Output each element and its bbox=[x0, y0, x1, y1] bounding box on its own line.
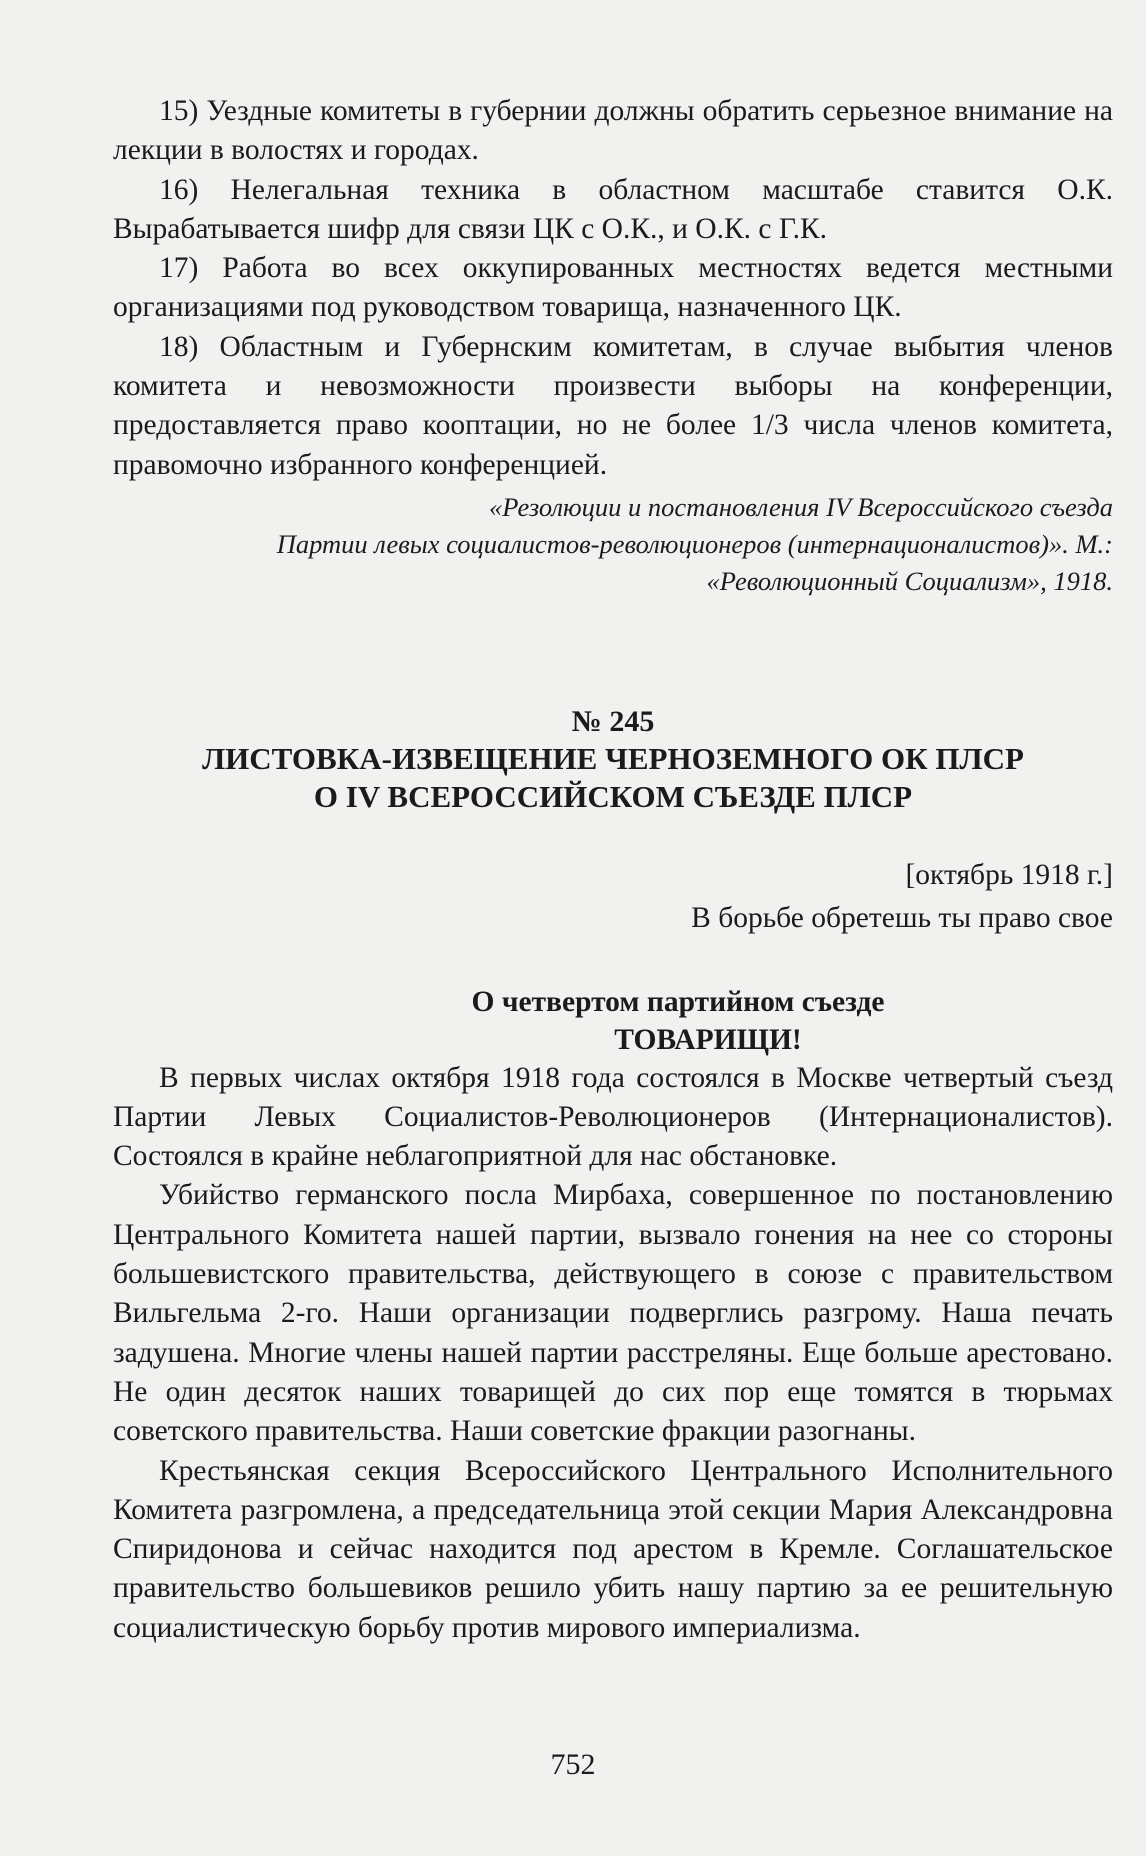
motto: В борьбе обретешь ты право свое bbox=[691, 902, 1113, 935]
citation-line-1: «Резолюции и постановления IV Всероссийского съезда bbox=[488, 491, 1113, 522]
leaflet-greeting: ТОВАРИЩИ! bbox=[614, 1023, 802, 1056]
document-title-line-1: ЛИСТОВКА-ИЗВЕЩЕНИЕ ЧЕРНОЗЕМНОГО ОК ПЛСР bbox=[202, 740, 1024, 776]
citation-line-3: «Революционный Социализм», 1918. bbox=[706, 565, 1113, 596]
document-number: № 245 bbox=[571, 704, 655, 738]
source-citation bbox=[113, 489, 1113, 600]
leaflet-subtitle: О четвертом партийном съезде bbox=[471, 985, 885, 1018]
paragraph-17: 17) Работа во всех оккупированных местностях ведется местными организациями под руководством товарища, назначенного ЦК. bbox=[113, 252, 1113, 324]
page-number: 752 bbox=[550, 1748, 596, 1781]
paragraph-16: 16) Нелегальная техника в областном масштабе ставится О.К. Вырабатывается шифр для связи ЦК с О.К., и О.К. с Г.К. bbox=[113, 173, 1113, 245]
body-paragraph-1: В первых числах октября 1918 года состоялся в Москве четвертый съезд Партии Левых Социалистов-Революционеров (Интернационалистов). Состоялся в крайне неблагоприятной для нас обстановке. bbox=[113, 1061, 1113, 1173]
document-date: [октябрь 1918 г.] bbox=[905, 858, 1113, 891]
paragraph-18: 18) Областным и Губернским комитетам, в случае выбытия членов комитета и невозможности произвести выборы на конференции, предоставляется право кооптации, но не более 1/3 числа членов комитета, правомочно избранного конференцией. bbox=[113, 330, 1113, 481]
text-block bbox=[113, 92, 1113, 1648]
body-paragraph-2: Убийство германского посла Мирбаха, совершенное по постановлению Центрального Комитета нашей партии, вызвало гонения на нее со стороны большевистского правительства, действующего в союзе с правительством Вильгельма 2-го. Наши организации подверглись разгрому. Наша печать задушена. Многие члены нашей партии расстреляны. Еще больше арестовано. Не один десяток наших товарищей до сих пор еще томятся в тюрьмах советского правительства. Наши советские фракции разогнаны. bbox=[113, 1179, 1113, 1448]
paragraph-15: 15) Уездные комитеты в губернии должны обратить серьезное внимание на лекции в волостях и городах. bbox=[113, 95, 1113, 167]
document-title-line-2: О IV ВСЕРОССИЙСКОМ СЪЕЗДЕ ПЛСР bbox=[313, 778, 913, 814]
body-paragraph-3: Крестьянская секция Всероссийского Центрального Исполнительного Комитета разгромлена, а председательница этой секции Мария Александровна Спиридонова и сейчас находится под арестом в Кремле. Соглашательское правительство большевиков решило убить нашу партию за ее решительную социалистическую борьбу против мирового империализма. bbox=[113, 1454, 1113, 1644]
citation-line-2: Партии левых социалистов-революционеров (интернационалистов)». М.: bbox=[276, 528, 1113, 559]
